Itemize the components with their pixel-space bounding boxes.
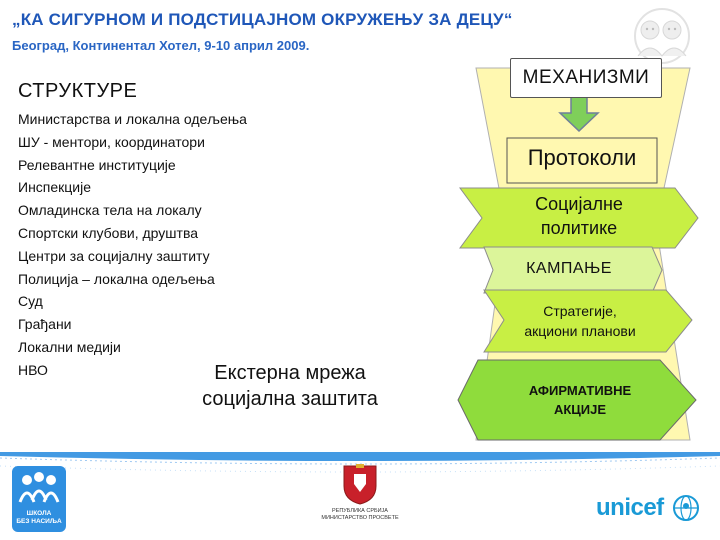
mechanisms-heading: МЕХАНИЗМИ bbox=[510, 58, 662, 98]
campaigns-label: КАМПАЊЕ bbox=[526, 260, 612, 277]
strategies-line1: Стратегије, bbox=[543, 303, 617, 319]
unicef-logo-text: unicef bbox=[596, 494, 664, 521]
list-item: Локални медији bbox=[18, 338, 121, 355]
list-item: Спортски клубови, друштва bbox=[18, 224, 199, 241]
page-title: „КА СИГУРНОМ И ПОДСТИЦАЈНОМ ОКРУЖЕЊУ ЗА ДЕЦУ“ bbox=[12, 10, 513, 29]
list-item: Релевантне институције bbox=[18, 156, 176, 173]
strategies-line2: акциони планови bbox=[524, 323, 636, 339]
strategies-label bbox=[494, 301, 666, 341]
social-policies-line2: политике bbox=[540, 218, 618, 238]
ministry-line1: РЕПУБЛИКА СРБИЈА bbox=[332, 508, 388, 514]
school-logo-text bbox=[14, 510, 64, 526]
ministry-logo-text bbox=[300, 508, 420, 522]
social-policies-line1: Социјалне bbox=[535, 194, 623, 214]
list-item: Суд bbox=[18, 293, 43, 310]
list-item: Полиција – локална одељења bbox=[18, 270, 215, 287]
affirmative-actions-label bbox=[494, 381, 666, 419]
list-item: ШУ - ментори, координатори bbox=[18, 133, 205, 150]
unicef-globe-icon bbox=[672, 494, 700, 522]
page-subtitle: Београд, Континентал Хотел, 9-10 април 2009. bbox=[12, 38, 310, 53]
external-network-line2: социјална заштита bbox=[202, 388, 378, 410]
ministry-line2: МИНИСТАРСТВО ПРОСВЕТЕ bbox=[321, 515, 399, 521]
list-item: Омладинска тела на локалу bbox=[18, 202, 202, 219]
structures-heading: СТРУКТУРЕ bbox=[18, 80, 138, 102]
list-item: Центри за социјалну заштиту bbox=[18, 247, 210, 264]
external-network-line1: Екстерна мрежа bbox=[214, 362, 366, 384]
list-item: Министарства и локална одељења bbox=[18, 111, 247, 127]
affirmative-actions-line1: АФИРМАТИВНЕ bbox=[528, 383, 632, 398]
protocols-label: Протоколи bbox=[527, 145, 637, 170]
school-logo-line1: ШКОЛА bbox=[26, 510, 52, 517]
list-item: НВО bbox=[18, 361, 48, 378]
school-logo-line2: БЕЗ НАСИЉА bbox=[16, 518, 62, 525]
list-item: Грађани bbox=[18, 316, 72, 333]
social-policies-label bbox=[494, 192, 664, 240]
affirmative-actions-line2: АКЦИЈЕ bbox=[553, 402, 607, 417]
coat-of-arms-icon bbox=[340, 462, 380, 506]
list-item: Инспекције bbox=[18, 179, 92, 196]
